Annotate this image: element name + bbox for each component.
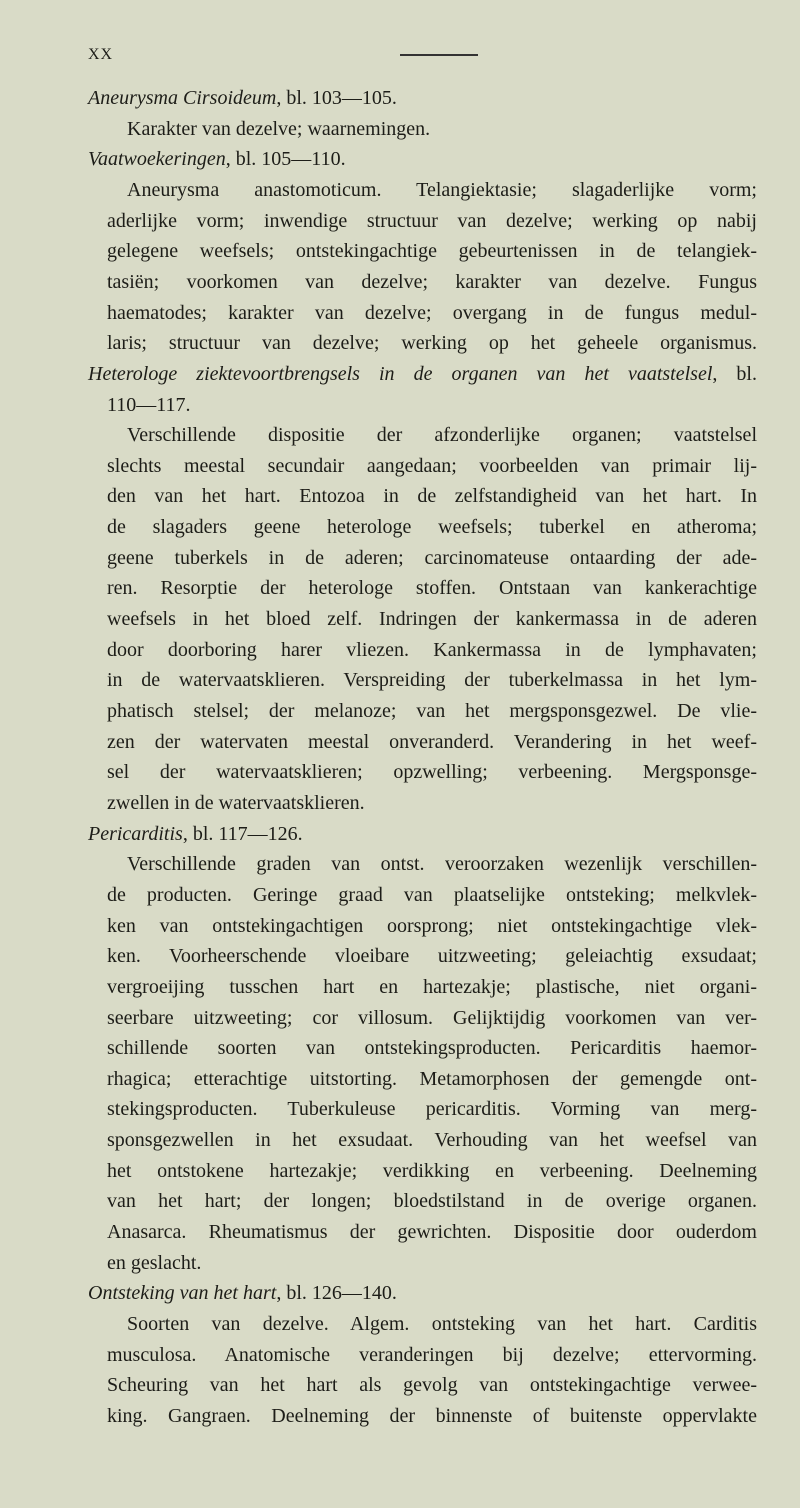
text-line bbox=[107, 574, 757, 602]
line-text: Scheuring van het hart als gevolg van ontstekingachtige verwee- bbox=[107, 1374, 757, 1397]
line-text: Karakter van dezelve; waarnemingen. bbox=[127, 117, 431, 140]
text-line bbox=[107, 973, 757, 1001]
line-text: king. Gangraen. Deelneming der binnenste of buitenste oppervlakte bbox=[107, 1404, 757, 1427]
page-range: , bl. 126—140. bbox=[276, 1282, 397, 1305]
line-text: zwellen in de watervaatsklieren. bbox=[107, 791, 365, 814]
line-text: van het hart; der longen; bloedstilstand in de overige organen. bbox=[107, 1190, 757, 1213]
text-line bbox=[107, 1034, 757, 1062]
text-line bbox=[107, 1341, 757, 1369]
text-line bbox=[107, 1157, 757, 1185]
header-rule bbox=[400, 54, 478, 56]
line-text: phatisch stelsel; der melanoze; van het mergsponsgezwel. De vlie- bbox=[107, 700, 757, 722]
text-line bbox=[107, 1218, 757, 1246]
page-range: , bl. 103—105. bbox=[276, 87, 397, 109]
line-text: en geslacht. bbox=[107, 1251, 202, 1274]
line-text: gelegene weefsels; ontstekingachtige gebeurtenissen in de telangiek- bbox=[107, 240, 757, 263]
line-text: rhagica; etterachtige uitstorting. Metamorphosen der gemengde ont- bbox=[107, 1067, 757, 1090]
line-text: 110—117. bbox=[107, 393, 191, 416]
line-text: zen der watervaten meestal onveranderd. Verandering in het weef- bbox=[107, 730, 757, 753]
line-text: door doorboring harer vliezen. Kankermassa in de lymphavaten; bbox=[107, 638, 757, 661]
text-line bbox=[127, 850, 757, 878]
page-number: XX bbox=[88, 46, 114, 63]
line-text: ren. Resorptie der heterologe stoffen. Ontstaan van kankerachtige bbox=[107, 577, 757, 600]
text-line bbox=[107, 207, 757, 235]
text-line bbox=[107, 391, 191, 419]
line-text: seerbare uitzweeting; cor villosum. Gelijktijdig voorkomen van ver- bbox=[107, 1006, 757, 1029]
text-line bbox=[107, 912, 757, 940]
line-text: schillende soorten van ontstekingsproducten. Pericarditis haemor- bbox=[107, 1037, 757, 1060]
text-line bbox=[107, 299, 757, 327]
page-range: , bl. bbox=[712, 362, 757, 385]
text-line bbox=[107, 605, 757, 633]
text-line bbox=[107, 728, 757, 756]
line-text: Verschillende dispositie der afzonderlijke organen; vaatstelsel bbox=[127, 424, 757, 447]
text-line bbox=[107, 237, 757, 265]
line-text: Verschillende graden van ontst. veroorzaken wezenlijk verschillen- bbox=[127, 853, 757, 876]
text-line bbox=[127, 1310, 757, 1338]
text-line bbox=[107, 1371, 757, 1399]
text-line bbox=[107, 942, 757, 970]
text-line bbox=[107, 329, 757, 357]
line-text: aderlijke vorm; inwendige structuur van dezelve; werking op nabij bbox=[107, 209, 757, 232]
line-text: de slagaders geene heterologe weefsels; tuberkel en atheroma; bbox=[107, 516, 757, 539]
line-text: weefsels in het bloed zelf. Indringen der kankermassa in de aderen bbox=[107, 608, 757, 631]
text-line bbox=[107, 1402, 757, 1430]
text-line bbox=[107, 758, 757, 786]
text-line bbox=[127, 176, 757, 204]
line-text: musculosa. Anatomische veranderingen bij dezelve; ettervorming. bbox=[107, 1343, 757, 1366]
line-text: den van het hart. Entozoa in de zelfstandigheid van het hart. In bbox=[107, 485, 757, 508]
section-heading bbox=[88, 360, 757, 388]
text-line bbox=[107, 452, 757, 480]
line-text: ken. Voorheerschende vloeibare uitzweeting; geleiachtig exsudaat; bbox=[107, 945, 757, 968]
text-line bbox=[107, 666, 757, 694]
line-text: Aneurysma anastomoticum. Telangiektasie; slagaderlijke vorm; bbox=[127, 178, 757, 201]
line-text: sel der watervaatsklieren; opzwelling; verbeening. Mergsponsge- bbox=[107, 761, 757, 784]
text-line bbox=[107, 544, 757, 572]
line-text: slechts meestal secundair aangedaan; voorbeelden van primair lij- bbox=[107, 454, 757, 477]
line-text: stekingsproducten. Tuberkuleuse pericarditis. Vorming van merg- bbox=[107, 1098, 757, 1121]
text-line bbox=[107, 636, 757, 664]
line-text: het ontstokene hartezakje; verdikking en verbeening. Deelneming bbox=[107, 1159, 757, 1182]
text-line bbox=[107, 1126, 757, 1154]
text-line bbox=[107, 1187, 757, 1215]
page-range: , bl. 117—126. bbox=[182, 822, 303, 845]
line-text: vergroeijing tusschen hart en hartezakje; plastische, niet organi- bbox=[107, 975, 757, 998]
section-heading bbox=[88, 145, 346, 173]
text-line bbox=[127, 421, 757, 449]
text-line bbox=[107, 1095, 757, 1123]
text-line bbox=[107, 268, 757, 296]
text-line bbox=[107, 881, 757, 909]
section-heading bbox=[88, 820, 303, 848]
section-title: Vaatwoekeringen bbox=[88, 148, 226, 171]
text-line bbox=[107, 482, 757, 510]
section-title: Heterologe ziektevoortbrengsels in de organen van het vaatstelsel bbox=[88, 362, 713, 385]
line-text: ken van ontstekingachtigen oorsprong; niet ontstekingachtige vlek- bbox=[107, 914, 757, 937]
line-text: laris; structuur van dezelve; werking op het geheele organismus. bbox=[107, 332, 757, 355]
page-range: , bl. 105—110. bbox=[225, 148, 346, 171]
section-heading bbox=[88, 84, 397, 112]
section-heading bbox=[88, 1279, 397, 1307]
section-title: Pericarditis bbox=[88, 822, 183, 845]
line-text: haematodes; karakter van dezelve; overgang in de fungus medul- bbox=[107, 301, 757, 324]
line-text: Soorten van dezelve. Algem. ontsteking van het hart. Carditis bbox=[127, 1313, 757, 1335]
line-text: tasiën; voorkomen van dezelve; karakter van dezelve. Fungus bbox=[107, 270, 757, 293]
line-text: de producten. Geringe graad van plaatselijke ontsteking; melkvlek- bbox=[107, 883, 757, 906]
text-line bbox=[107, 1065, 757, 1093]
text-line bbox=[107, 1249, 201, 1277]
text-line bbox=[107, 513, 757, 541]
line-text: Anasarca. Rheumatismus der gewrichten. Dispositie door ouderdom bbox=[107, 1221, 757, 1244]
line-text: sponsgezwellen in het exsudaat. Verhouding van het weefsel van bbox=[107, 1129, 757, 1152]
text-line bbox=[127, 115, 430, 143]
line-text: in de watervaatsklieren. Verspreiding der tuberkelmassa in het lym- bbox=[107, 669, 757, 692]
text-line bbox=[107, 697, 757, 725]
text-line bbox=[107, 789, 365, 817]
line-text: geene tuberkels in de aderen; carcinomateuse ontaarding der ade- bbox=[107, 546, 757, 569]
section-title: Aneurysma Cirsoideum bbox=[88, 87, 277, 109]
text-line bbox=[107, 1004, 757, 1032]
section-title: Ontsteking van het hart bbox=[88, 1282, 277, 1305]
